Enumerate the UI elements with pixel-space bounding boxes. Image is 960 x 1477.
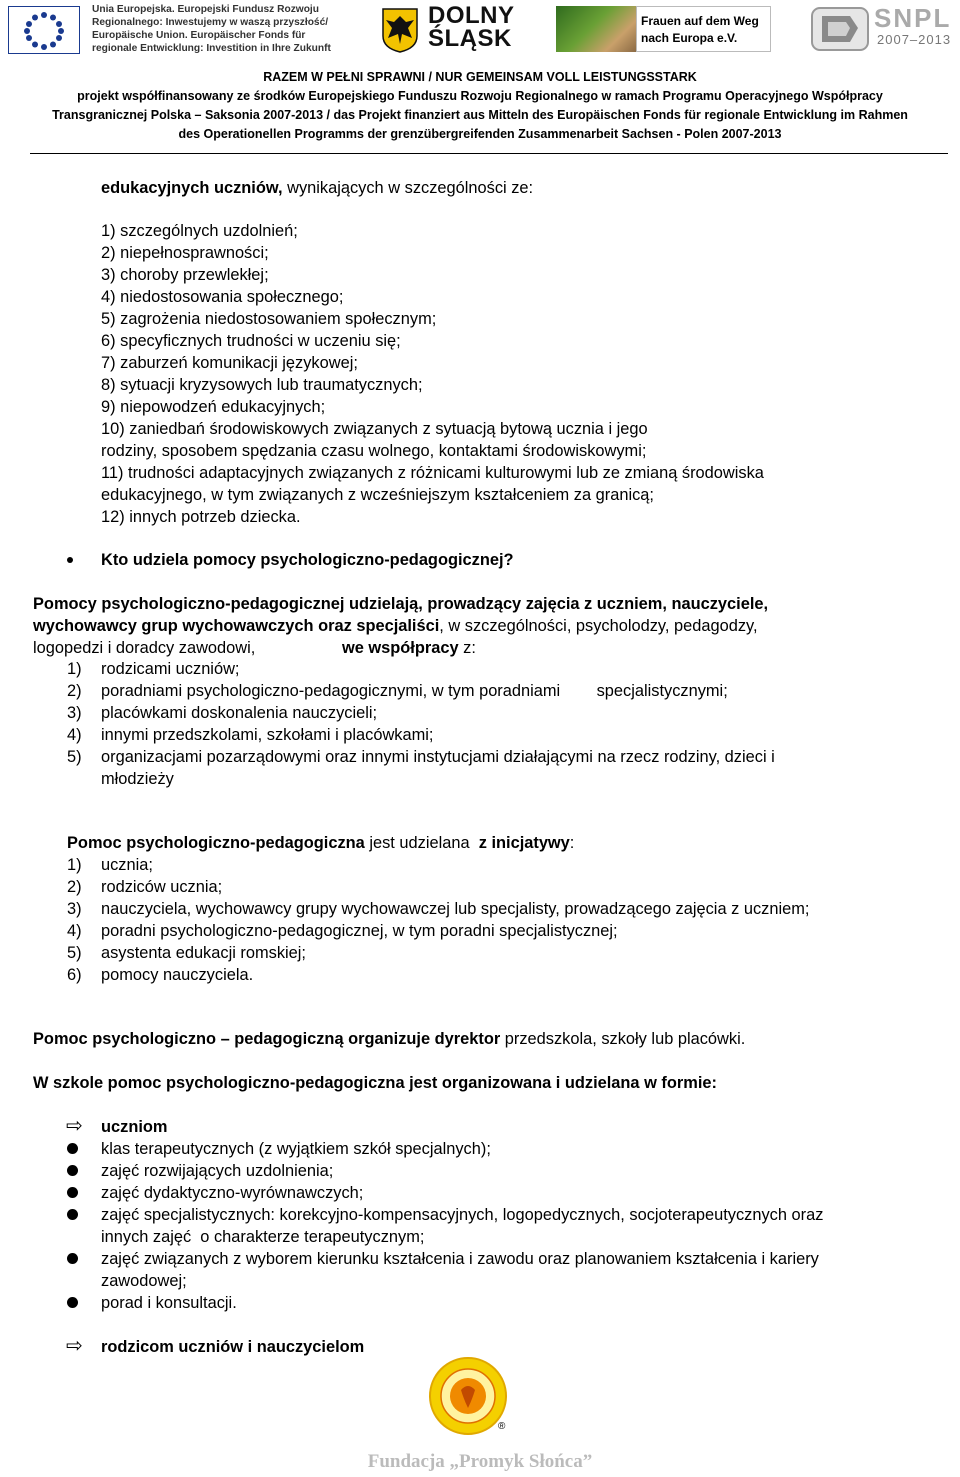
project-cofinancing-line: des Operationellen Programms der grenzübergreifenden Zusammenarbeit Sachsen - Polen 2007-2013 — [178, 127, 782, 141]
bullet-icon — [67, 1209, 78, 1220]
registered-mark: ® — [498, 1421, 506, 1432]
list-item: 1) szczególnych uzdolnień; — [101, 222, 298, 240]
list-item: zawodowej; — [101, 1272, 187, 1290]
intro-line: edukacyjnych uczniów, wynikających w szczególności ze: — [101, 179, 534, 197]
frauen-logo-text: Frauen auf dem Weg nach Europa e.V. — [636, 6, 771, 52]
arrow-right-icon: ⇨ — [66, 1335, 83, 1357]
snpl-logo-icon — [810, 6, 870, 52]
cooperation-list — [67, 658, 775, 790]
list-item: 12) innych potrzeb dziecka. — [101, 508, 301, 526]
initiative-heading: Pomoc psychologiczno-pedagogiczna jest udzielana z inicjatywy: — [67, 834, 575, 852]
list-item: porad i konsultacji. — [101, 1294, 237, 1312]
footer-foundation-name: Fundacja „Promyk Słońca” — [367, 1451, 593, 1472]
arrow-right-icon: ⇨ — [66, 1115, 83, 1137]
list-item: zajęć związanych z wyborem kierunku kształcenia i zawodu oraz planowaniem kształcenia i kariery — [101, 1250, 819, 1268]
forms-list — [101, 1138, 823, 1314]
who-paragraph-line: wychowawcy grup wychowawczych oraz specjaliści, w szczególności, psycholodzy, pedagodzy, — [33, 617, 758, 635]
who-paragraph-line: Pomocy psychologiczno-pedagogicznej udzielają, prowadzący zajęcia z uczniem, nauczyciele, — [33, 595, 769, 613]
snpl-logo-text: SNPL — [874, 3, 952, 33]
who-paragraph-line: logopedzi i doradcy zawodowi, — [33, 639, 256, 657]
list-item: 6) specyficznych trudności w uczeniu się; — [101, 332, 401, 350]
eu-fund-text: Unia Europejska. Europejski Fundusz Rozwoju Regionalnego: Inwestujemy w waszą przyszłość/ Europäische Union. Europäischer Fonds für regionale Entwicklung: Investition in Ihre Zukunft — [92, 4, 331, 54]
needs-list — [101, 220, 764, 528]
list-item: młodzieży — [101, 770, 174, 788]
list-item: edukacyjnego, w tym związanych z wcześniejszym kształceniem za granicą; — [101, 486, 654, 504]
project-cofinancing-line: Transgranicznej Polska – Saksonia 2007-2013 / das Projekt finanziert aus Mitteln des Europäischen Fonds für regionale Entwicklung im Rahmen — [52, 108, 908, 122]
eu-flag-icon — [8, 6, 80, 54]
list-item: 7) zaburzeń komunikacji językowej; — [101, 354, 358, 372]
list-item: 2) niepełnosprawności; — [101, 244, 269, 262]
who-cooperation-label: we współpracy z: — [342, 639, 476, 657]
list-item: 3) placówkami doskonalenia nauczycieli; — [67, 704, 378, 722]
list-item: innych zajęć o charakterze terapeutycznym; — [101, 1228, 425, 1246]
list-item: 1) ucznia; — [67, 856, 153, 874]
students-label: uczniom — [101, 1118, 168, 1136]
list-item: 1) rodzicami uczniów; — [67, 660, 240, 678]
who-heading: Kto udziela pomocy psychologiczno-pedagogicznej? — [101, 551, 514, 569]
list-item: 5) zagrożenia niedostosowaniem społecznym; — [101, 310, 437, 328]
plant-in-hands-image — [556, 6, 636, 52]
snpl-years: 2007–2013 — [877, 32, 952, 47]
list-item: 4) niedostosowania społecznego; — [101, 288, 344, 306]
bullet-icon — [67, 1165, 78, 1176]
list-item: 3) choroby przewlekłej; — [101, 266, 269, 284]
list-item: 4) innymi przedszkolami, szkołami i placówkami; — [67, 726, 434, 744]
list-item: zajęć rozwijających uzdolnienia; — [101, 1162, 334, 1180]
parents-label: rodzicom uczniów i nauczycielom — [101, 1338, 365, 1356]
list-item: 4) poradni psychologiczno-pedagogicznej, w tym poradni specjalistycznej; — [67, 922, 618, 940]
promyk-slonca-logo — [428, 1356, 508, 1436]
list-item: rodziny, sposobem spędzania czasu wolnego, kontaktami środowiskowymi; — [101, 442, 647, 460]
initiative-list — [67, 854, 809, 986]
bullet-icon — [67, 1143, 78, 1154]
forms-heading: W szkole pomoc psychologiczno-pedagogiczna jest organizowana i udzielana w formie: — [33, 1074, 717, 1092]
list-item: 5) asystenta edukacji romskiej; — [67, 944, 306, 962]
list-item: 8) sytuacji kryzysowych lub traumatycznych; — [101, 376, 423, 394]
header-divider — [30, 153, 948, 154]
bullet-icon — [67, 1187, 78, 1198]
list-item: 2) rodziców ucznia; — [67, 878, 223, 896]
dolny-slask-logo-text: DOLNY ŚLĄSK — [428, 2, 515, 52]
list-item: 10) zaniedbań środowiskowych związanych z sytuacją bytową ucznia i jego — [101, 420, 648, 438]
list-item: zajęć specjalistycznych: korekcyjno-kompensacyjnych, logopedycznych, socjoterapeutycznych oraz — [101, 1206, 824, 1224]
list-item: 9) niepowodzeń edukacyjnych; — [101, 398, 326, 416]
bullet-icon — [67, 1297, 78, 1308]
list-item: 3) nauczyciela, wychowawcy grupy wychowawczej lub specjalisty, prowadzącego zajęcia z uczniem; — [67, 900, 810, 918]
bullet-icon — [67, 557, 73, 563]
project-cofinancing-line: projekt współfinansowany ze środków Europejskiego Funduszu Rozwoju Regionalnego w ramach Programu Operacyjnego Współpracy — [77, 89, 883, 103]
list-item: klas terapeutycznych (z wyjątkiem szkół specjalnych); — [101, 1140, 491, 1158]
organizer-line: Pomoc psychologiczno – pedagogiczną organizuje dyrektor przedszkola, szkoły lub placówki. — [33, 1030, 746, 1048]
list-item: 2) poradniami psychologiczno-pedagogicznymi, w tym poradniami specjalistycznymi; — [67, 682, 728, 700]
dolny-slask-eagle-icon — [380, 6, 420, 54]
list-item: 6) pomocy nauczyciela. — [67, 966, 254, 984]
project-title: RAZEM W PEŁNI SPRAWNI / NUR GEMEINSAM VOLL LEISTUNGSSTARK — [263, 70, 697, 84]
list-item: zajęć dydaktyczno-wyrównawczych; — [101, 1184, 364, 1202]
bullet-icon — [67, 1253, 78, 1264]
list-item: 5) organizacjami pozarządowymi oraz innymi instytucjami działającymi na rzecz rodziny, dzieci i — [67, 748, 775, 766]
list-item: 11) trudności adaptacyjnych związanych z różnicami kulturowymi lub ze zmianą środowiska — [101, 464, 764, 482]
